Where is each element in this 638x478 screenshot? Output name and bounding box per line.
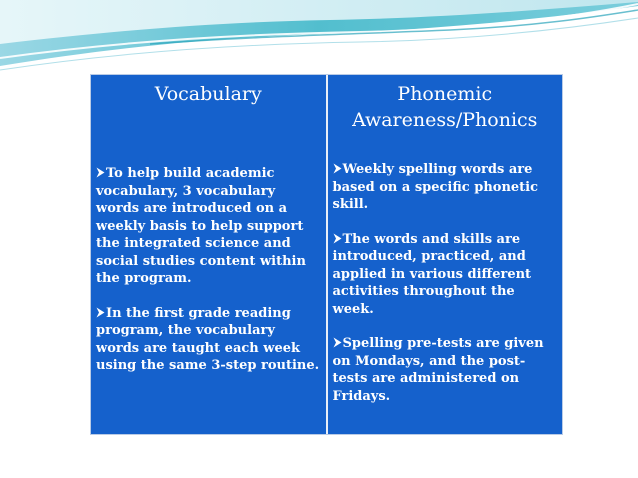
list-item — [333, 231, 557, 319]
list-item — [333, 335, 557, 405]
arrowhead-check-bullet-icon — [333, 337, 342, 348]
bullet-text: To help build academic vocabulary, 3 vocabulary words are introduced on a weekly basis to help support the integrated science and social studies content within the program. — [96, 166, 306, 286]
bullet-text: The words and skills are introduced, practiced, and applied in various different activities throughout the week. — [332, 231, 532, 317]
phonics-column — [326, 75, 563, 434]
wave-header-decoration — [0, 0, 638, 80]
list-item — [96, 305, 320, 375]
list-item — [96, 165, 320, 288]
bullet-text: Spelling pre-tests are given on Mondays, and the post-tests are administered on Fridays. — [332, 336, 544, 404]
arrowhead-check-bullet-icon — [96, 307, 105, 318]
vocabulary-column — [91, 75, 326, 434]
comparison-table — [90, 74, 563, 435]
arrowhead-check-bullet-icon — [96, 167, 105, 178]
vocabulary-bullet-list — [91, 165, 326, 375]
arrowhead-check-bullet-icon — [333, 163, 342, 174]
arrowhead-check-bullet-icon — [333, 233, 342, 244]
phonics-bullet-list — [328, 161, 563, 405]
bullet-text: Weekly spelling words are based on a specific phonetic skill. — [332, 162, 539, 212]
vocabulary-heading: Vocabulary — [154, 83, 262, 105]
list-item — [333, 161, 557, 214]
phonics-heading: Phonemic Awareness/Phonics — [352, 83, 538, 131]
bullet-text: In the first grade reading program, the vocabulary words are taught each week using the same 3-step routine. — [96, 305, 320, 373]
